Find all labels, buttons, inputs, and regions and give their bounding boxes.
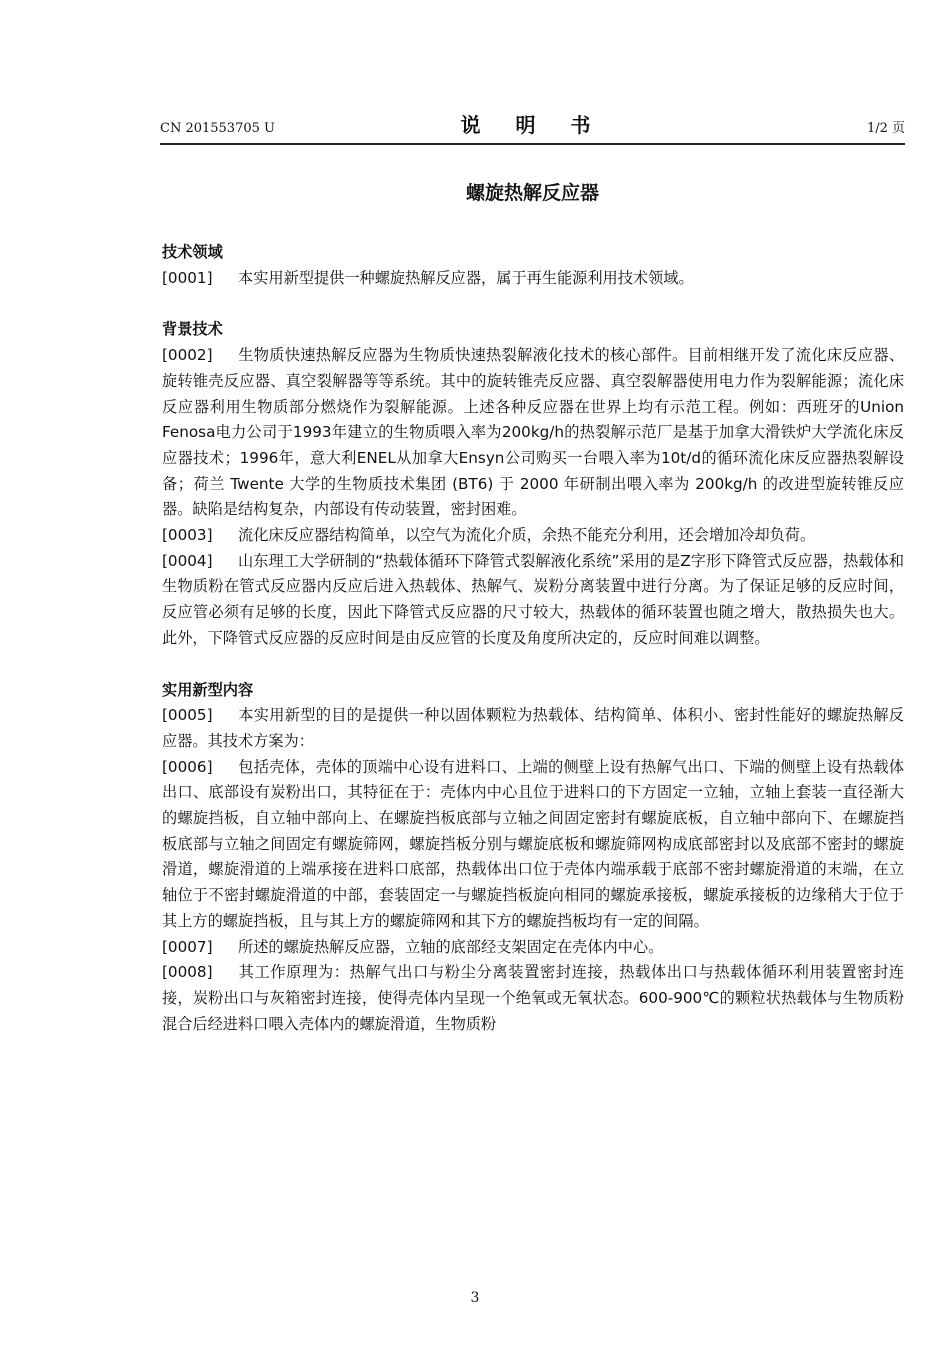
section-background: [162, 317, 904, 651]
paragraph: [162, 755, 904, 935]
section-heading: 实用新型内容: [162, 680, 254, 699]
paragraph: [162, 523, 904, 549]
document-body: [162, 240, 904, 1037]
document-number: CN 201553705 U: [160, 121, 275, 136]
paragraph-number: [0005]: [162, 706, 213, 725]
paragraph-number: [0004]: [162, 551, 213, 570]
document-title: 螺旋热解反应器: [465, 182, 599, 204]
paragraph: [162, 960, 904, 1037]
page-header: [160, 112, 905, 142]
document-type: 说 明 书: [460, 113, 605, 137]
page-indicator: 1/2 页: [866, 121, 905, 136]
paragraph-number: [0002]: [162, 346, 213, 365]
paragraph-number: [0008]: [162, 963, 213, 982]
paragraph-text: 包括壳体，壳体的顶端中心设有进料口、上端的侧壁上设有热解气出口、下端的侧壁上设有热载体出口、底部设有炭粉出口，其特征在于：壳体内中心且位于进料口的下方固定一立轴，立轴上套装一直径渐大的螺旋挡板，自立轴中部向上、在螺旋挡板底部与立轴之间固定密封有螺旋底板，自立轴中部向下、在螺旋挡板底部与立轴之间固定有螺旋筛网，螺旋挡板分别与螺旋底板和螺旋筛网构成底部密封以及底部不密封的螺旋滑道，螺旋滑道的上端承接在进料口底部，热载体出口位于壳体内端承载于底部不密封螺旋滑道的末端，在立轴位于不密封螺旋滑道的中部，套装固定一与螺旋挡板旋向相同的螺旋承接板，螺旋承接板的边缘稍大于位于其上方的螺旋挡板，且与其上方的螺旋筛网和其下方的螺旋挡板均有一定的间隔。: [162, 757, 904, 930]
section-heading: 技术领域: [162, 243, 223, 261]
paragraph-text: 本实用新型的目的是提供一种以固体颗粒为热载体、结构简单、体积小、密封性能好的螺旋热解反应器。其技术方案为：: [162, 706, 904, 750]
header-rule: [160, 143, 905, 145]
paragraph-text: 其工作原理为：热解气出口与粉尘分离装置密封连接，热载体出口与热载体循环利用装置密封连接，炭粉出口与灰箱密封连接，使得壳体内呈现一个绝氧或无氧状态。600-900℃的颗粒状热载体与生物质粉混合后经进料口喂入壳体内的螺旋滑道，生物质粉: [162, 963, 904, 1033]
section-utility-model-content: [162, 678, 904, 1038]
paragraph: [162, 549, 904, 652]
paragraph-number: [0006]: [162, 757, 213, 776]
section-technical-field: [162, 240, 904, 291]
section-heading: 背景技术: [162, 320, 223, 339]
page-number: 3: [470, 1290, 480, 1306]
paragraph-number: [0003]: [162, 526, 213, 545]
paragraph: [162, 343, 904, 523]
paragraph-text: 所述的螺旋热解反应器，立轴的底部经支架固定在壳体内中心。: [238, 937, 664, 956]
paragraph-text: 本实用新型提供一种螺旋热解反应器，属于再生能源利用技术领域。: [238, 268, 694, 287]
paragraph: [162, 266, 904, 292]
paragraph-number: [0001]: [162, 268, 213, 287]
paragraph-text: 流化床反应器结构简单，以空气为流化介质，余热不能充分利用，还会增加冷却负荷。: [238, 526, 816, 545]
paragraph-text: 山东理工大学研制的“热载体循环下降管式裂解液化系统”采用的是Z字形下降管式反应器，热载体和生物质粉在管式反应器内反应后进入热载体、热解气、炭粉分离装置中进行分离。为了保证足够的反应时间，反应管必须有足够的长度，因此下降管式反应器的尺寸较大，热载体的循环装置也随之增大，散热损失也大。此外，下降管式反应器的反应时间是由反应管的长度及角度所决定的，反应时间难以调整。: [162, 551, 904, 647]
paragraph: [162, 935, 904, 961]
paragraph-text: 生物质快速热解反应器为生物质快速热裂解液化技术的核心部件。目前相继开发了流化床反应器、旋转锥壳反应器、真空裂解器等等系统。其中的旋转锥壳反应器、真空裂解器使用电力作为裂解能源；流化床反应器利用生物质部分燃烧作为裂解能源。上述各种反应器在世界上均有示范工程。例如：西班牙的Union Fenosa电力公司于1993年建立的生物质喂入率为200kg/h的热裂解示范厂是基于加拿大滑铁炉大学流化床反应器技术；1996年，意大利ENEL从加拿大Ensyn公司购买一台喂入率为10t/d的循环流化床反应器热裂解设备；荷兰 Twente 大学的生物质技术集团 (BT6) 于 2000 年研制出喂入率为 200kg/h 的改进型旋转锥反应器。缺陷是结构复杂，内部设有传动装置，密封困难。: [162, 346, 904, 519]
paragraph-number: [0007]: [162, 937, 213, 956]
paragraph: [162, 703, 904, 754]
